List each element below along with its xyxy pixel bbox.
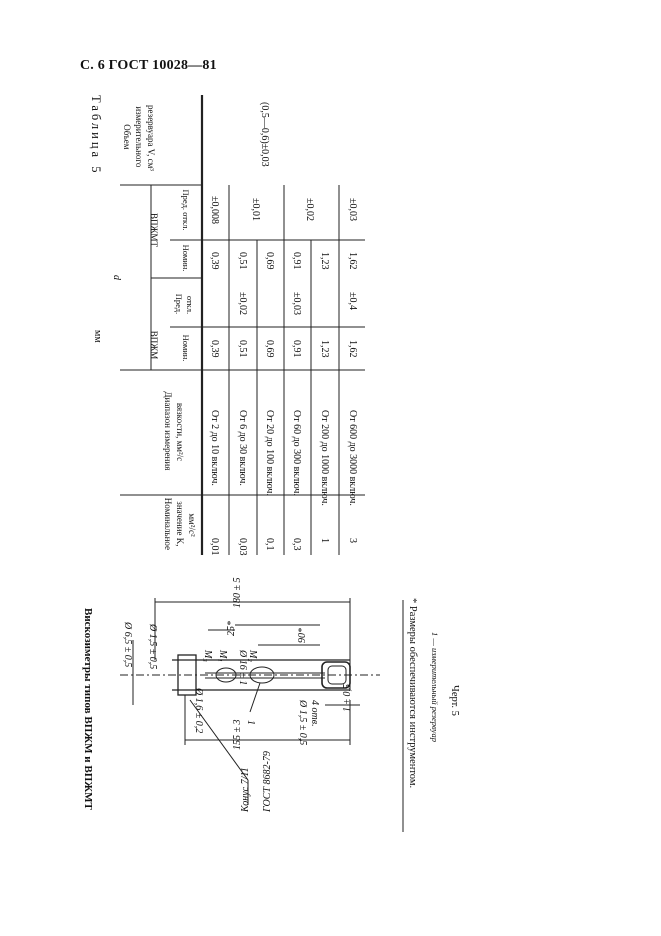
dim-d16: Ø 16 ± 1 [237, 650, 248, 686]
row-3-d2: 0,69 [264, 252, 275, 270]
nomin-head-1: Номин. [181, 334, 191, 362]
dim-l180: 180 ± 5 [232, 577, 243, 608]
range-head-2: вязкости, мм²/с [175, 402, 185, 462]
dim-d16b: Ø 1,6 ± 0,2 [193, 688, 204, 734]
row-2-range: От 6 до 30 включ. [237, 410, 248, 486]
nominal-head-3: мм²/с² [187, 513, 197, 537]
dim-cone1: Конус 7/11 [240, 767, 251, 812]
volume-head-3: резервуара V, см³ [146, 105, 156, 171]
fig-title: Вискозиметры типов ВПЖМ и ВПЖМТ [82, 608, 94, 810]
tol1-a: ±0,02 [237, 292, 248, 315]
row-2-d1: 0,51 [237, 340, 248, 358]
row-3-k: 0,1 [264, 538, 275, 551]
pred-head-1b: откл. [185, 295, 195, 315]
dim-d15: Ø 1,5 ± 0,5 [147, 624, 158, 670]
d-symbol: d [111, 275, 122, 280]
dim-hole: 4 отв. [309, 700, 320, 727]
dim-l25: 25* [226, 621, 237, 636]
nominal-head-1: Номинальное [163, 497, 173, 550]
dim-l155: 155 ± 3 [232, 719, 243, 750]
dim-l90: 90* [297, 628, 308, 643]
volume-head-1: Объем [122, 124, 132, 150]
tol2-b: ±0,01 [250, 198, 261, 221]
row-6-range: От 600 до 3000 включ. [347, 410, 358, 506]
row-1-d1: 0,39 [209, 340, 220, 358]
row-5-d2: 1,23 [319, 252, 330, 270]
dim-d65: Ø 6,5 ± 0,5 [122, 622, 133, 668]
dim-l1: 1 ± 0,5 [342, 684, 353, 712]
vpzhm-header: ВПЖМ [149, 330, 159, 360]
row-6-k: 3 [347, 538, 358, 543]
row-4-k: 0,3 [291, 538, 302, 551]
row-1-k: 0,01 [209, 538, 220, 556]
row-3-range: От 20 до 100 включ. [264, 410, 275, 496]
row-5-k: 1 [319, 538, 330, 543]
pred-head-2: Пред. откл. [181, 189, 191, 231]
tol1-b: ±0,03 [291, 292, 302, 315]
tol2-c: ±0,02 [304, 198, 315, 221]
volume-value: (0,5—0,6)±0,03 [259, 102, 270, 167]
table-caption: Таблица 5 [89, 95, 103, 176]
row-6-d1: 1,62 [347, 340, 358, 358]
fig-footnote: * Размеры обеспечиваются инструментом. [407, 598, 418, 789]
row-5-d1: 1,23 [319, 340, 330, 358]
tol1-c: ±0,4 [347, 292, 358, 310]
volume-head-2: измерительного [134, 106, 144, 168]
table-unit: мм [92, 330, 103, 343]
pred-head-1a: Пред. [174, 293, 184, 315]
row-4-d2: 0,91 [291, 252, 302, 270]
fig-caption: Черт. 5 [449, 685, 460, 716]
range-head-1: Диапазон измерения [163, 391, 173, 471]
mark-m2: М₂ [247, 650, 258, 662]
fig-legend: 1 — измерительный резервуар [430, 632, 440, 742]
tol2-d: ±0,03 [347, 198, 358, 221]
nomin-head-2: Номин. [181, 244, 191, 272]
row-5-range: От 200 до 1000 включ. [319, 410, 330, 506]
row-3-d1: 0,69 [264, 340, 275, 358]
tol2-a: ±0,008 [209, 196, 220, 224]
row-1-range: От 2 до 10 включ. [209, 410, 220, 486]
vpzhmt-header: ВПЖМТ [149, 212, 159, 248]
row-2-d2: 0,51 [237, 252, 248, 270]
dim-cone2: ГОСТ 8682-79 [262, 751, 273, 812]
mark-m3: М₃ [202, 650, 213, 662]
row-2-k: 0,03 [237, 538, 248, 556]
row-1-d2: 0,39 [209, 252, 220, 270]
mark-m1: М₁ [217, 650, 228, 662]
nominal-head-2: значение K, [175, 501, 185, 547]
dim-d15b: Ø 1,5 ± 0,5 [297, 700, 308, 746]
row-6-d2: 1,62 [347, 252, 358, 270]
row-4-d1: 0,91 [291, 340, 302, 358]
callout-1: 1 [245, 720, 256, 725]
row-4-range: От 60 до 300 включ. [291, 410, 302, 496]
page-header: С. 6 ГОСТ 10028—81 [80, 58, 217, 73]
